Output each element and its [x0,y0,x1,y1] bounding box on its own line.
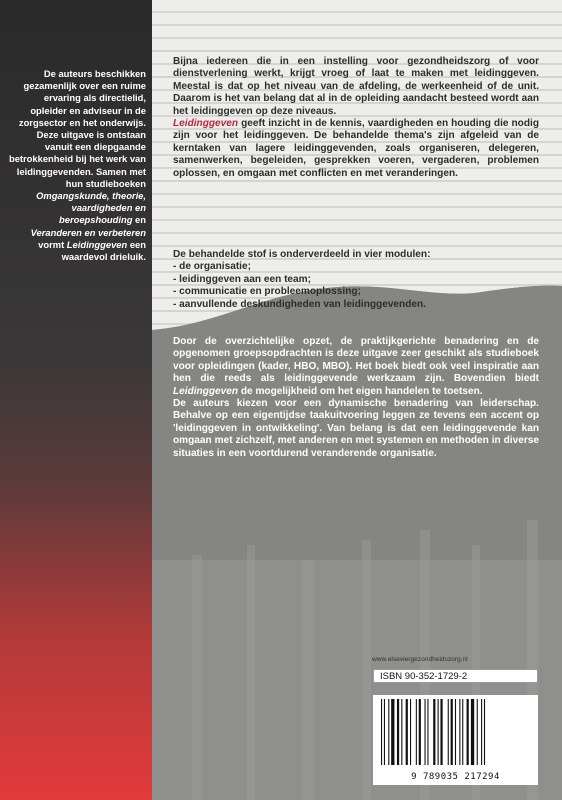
isbn-label: ISBN 90-352-1729-2 [373,669,538,683]
sidebar-paragraph-1: De auteurs beschikken gezamenlijk over een ruime ervaring als directielid, opleider en adviseur in de zorgsector en het onderwijs. Deze uitgave is ontstaan vanuit een diepgaande betrokkenheid bij het werk van leidinggevenden. [8,68,146,177]
lower-paragraph-1-b: de mogelijkheid om het eigen handelen te toetsen. [238,385,483,397]
barcode-bar [451,699,453,765]
module-item: - leidinggeven aan een team; [173,274,539,286]
sidebar-paragraph-2: Samen met hun studieboeken [65,165,146,189]
lower-paragraph-2: De auteurs kiezen voor een dynamische benadering van leiderschap. Behalve op een eigentijdse taakuitvoering leggen ze tevens een accent op 'leidinggeven in ontwikkeling'. Van belang is dat een leidinggevende kan omgaan met zichzelf, met anderen en met systemen en methoden in diverse situaties in een voortdurend veranderende organisatie. [173,398,539,459]
modules-heading: De behandelde stof is onderverdeeld in vier modulen: [173,249,431,260]
barcode-bar [410,699,411,765]
module-item: - de organisatie; [173,261,539,273]
barcode-bar [481,699,482,765]
modules-block [173,249,539,311]
intro-paragraph-2-body: geeft inzicht in de kennis, vaardigheden en houding die nodig zijn voor het leidinggeven. De behandelde thema's zijn afgeleid van de kerntaken van lagere leidinggevenden, zoals organiseren, delegeren, samenwerken, begeleiden, gesprekken voeren, vergaderen, problemen oplossen, en omgaan met conflicten en met veranderingen. [173,118,539,179]
lower-text [173,336,539,460]
barcode-bar [384,699,385,765]
barcode-bar [391,699,394,765]
barcode-bar [381,699,382,765]
barcode-bar [455,699,456,765]
sidebar-title-3: Leidinggeven [66,238,128,250]
barcode-bar [388,699,389,765]
sidebar-connector-1: en [135,214,146,226]
brand-title: Leidinggeven [173,118,239,130]
barcode-number: 9 789035 217294 [411,772,500,782]
barcode-bar [459,699,460,765]
barcode-bar [406,699,408,765]
sidebar-title-1: Omgangskunde, theorie, vaardigheden en beroepshouding [36,190,146,226]
sidebar-text [8,68,146,263]
barcode-icon [379,699,532,767]
barcode-bar [484,699,485,765]
barcode-bar [448,699,449,765]
intro-paragraph-1: Bijna iedereen die in een instelling voor gezondheidszorg of voor dienstverlening werkt, krijgt vroeg of laat te maken met leidinggeven. Meestal is dat op het niveau van de afdeling, de werkeenheid of de unit. Daarom is het van belang dat al in de opleiding aandacht besteed wordt aan het leidinggeven op deze niveaus. [173,56,539,117]
barcode-bar [471,699,474,765]
barcode-bar [427,699,428,765]
modules-list [173,261,539,311]
sidebar-title-2: Veranderen en verbeteren [30,226,146,238]
barcode-bar [425,699,426,765]
intro-paragraph-2 [173,118,539,180]
barcode-bar [416,699,417,765]
sidebar-connector-2: vormt [38,238,65,250]
intro-text [173,56,539,180]
lower-paragraph-1 [173,336,539,398]
barcode-bar [401,699,402,765]
barcode-bar [419,699,421,765]
module-item: - communicatie en probleemoplossing; [173,286,539,298]
publisher-website: www.elseviergezondheidszorg.nl [372,656,468,663]
barcode-bar [467,699,469,765]
sidebar-connector-3: een waardevol drieluik. [61,238,146,263]
module-item: - aanvullende deskundigheden van leidinggevenden. [173,299,539,311]
lower-paragraph-1-a: Door de overzichtelijke opzet, de praktijkgerichte benadering en de opgenomen groepsopdrachten is deze uitgave zeer geschikt als studieboek voor opleidingen (kader, HBO, MBO). Het boek biedt ook veel inspiratie aan hen die reeds als leidinggevende werkzaam zijn. Bovendien biedt [173,336,539,385]
barcode-bar [477,699,478,765]
lower-paragraph-1-title: Leidinggeven [173,385,239,397]
barcode-bar [397,699,399,765]
barcode-bar [440,699,442,765]
barcode-bar [433,699,435,765]
barcode-bar [462,699,463,765]
barcode-bar [438,699,439,765]
barcode-box [373,695,538,785]
